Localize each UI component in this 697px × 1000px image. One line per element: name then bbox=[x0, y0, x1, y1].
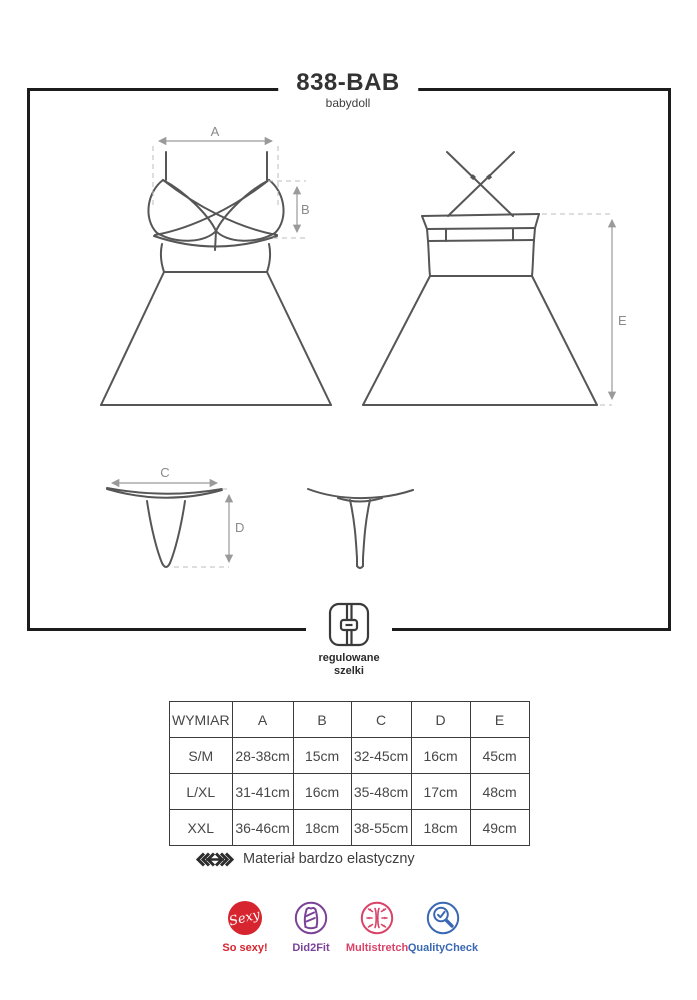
table-cell: 49cm bbox=[470, 810, 529, 846]
col-header: D bbox=[411, 702, 470, 738]
col-header: C bbox=[351, 702, 411, 738]
col-header: A bbox=[232, 702, 293, 738]
page-title: 838-BAB bbox=[296, 69, 400, 96]
table-row bbox=[170, 810, 530, 846]
table-cell: 36-46cm bbox=[232, 810, 293, 846]
dim-label-a: A bbox=[210, 124, 220, 139]
sexy-badge-text: Sexy bbox=[228, 906, 262, 930]
adjustable-strap-caption bbox=[306, 652, 392, 678]
table-cell: 17cm bbox=[411, 774, 470, 810]
table-cell: 32-45cm bbox=[351, 738, 411, 774]
front-view-thong bbox=[107, 488, 222, 567]
table-cell: 16cm bbox=[293, 774, 351, 810]
size-label: XXL bbox=[170, 810, 233, 846]
feature-did2fit bbox=[278, 901, 344, 954]
table-cell: 15cm bbox=[293, 738, 351, 774]
strap-caption-line2: szelki bbox=[334, 665, 364, 677]
feature-label: Did2Fit bbox=[292, 942, 330, 954]
table-row bbox=[170, 774, 530, 810]
multistretch-icon bbox=[360, 901, 394, 935]
feature-badges bbox=[212, 901, 479, 954]
material-note-text: Materiał bardzo elastyczny bbox=[243, 851, 415, 867]
feature-label: Multistretch bbox=[345, 942, 409, 954]
dim-lines-thong bbox=[112, 465, 244, 567]
table-cell: 38-55cm bbox=[351, 810, 411, 846]
dim-label-b: B bbox=[301, 202, 310, 217]
col-header: WYMIAR bbox=[170, 702, 233, 738]
dim-lines-back bbox=[542, 214, 627, 405]
size-label: L/XL bbox=[170, 774, 233, 810]
table-cell: 18cm bbox=[411, 810, 470, 846]
back-view-thong bbox=[308, 489, 413, 568]
table-cell: 16cm bbox=[411, 738, 470, 774]
sexy-badge-icon bbox=[228, 901, 262, 935]
col-header: B bbox=[293, 702, 351, 738]
dim-label-d: D bbox=[235, 520, 245, 535]
dim-label-c: C bbox=[160, 465, 170, 480]
feature-multistretch bbox=[344, 901, 410, 954]
dim-label-e: E bbox=[618, 313, 627, 328]
did2fit-icon bbox=[294, 901, 328, 935]
table-cell: 45cm bbox=[470, 738, 529, 774]
feature-label: QualityCheck bbox=[407, 942, 479, 954]
title-block bbox=[278, 70, 418, 110]
back-view-babydoll bbox=[363, 152, 597, 405]
material-note bbox=[196, 851, 415, 867]
table-cell: 18cm bbox=[293, 810, 351, 846]
table-row bbox=[170, 738, 530, 774]
stretch-arrow-icon bbox=[196, 852, 234, 867]
adjustable-strap-icon bbox=[327, 600, 371, 648]
table-cell: 28-38cm bbox=[232, 738, 293, 774]
table-cell: 35-48cm bbox=[351, 774, 411, 810]
strap-caption-line1: regulowane bbox=[318, 652, 380, 664]
qualitycheck-icon bbox=[426, 901, 460, 935]
size-table bbox=[169, 701, 530, 846]
adjustable-strap-block bbox=[306, 600, 392, 653]
col-header: E bbox=[470, 702, 529, 738]
feature-qualitycheck bbox=[407, 901, 479, 954]
size-label: S/M bbox=[170, 738, 233, 774]
table-cell: 48cm bbox=[470, 774, 529, 810]
feature-label: So sexy! bbox=[222, 942, 268, 954]
feature-so-sexy bbox=[212, 901, 278, 954]
size-table-header-row bbox=[170, 702, 530, 738]
table-cell: 31-41cm bbox=[232, 774, 293, 810]
page-subtitle: babydoll bbox=[325, 96, 371, 110]
